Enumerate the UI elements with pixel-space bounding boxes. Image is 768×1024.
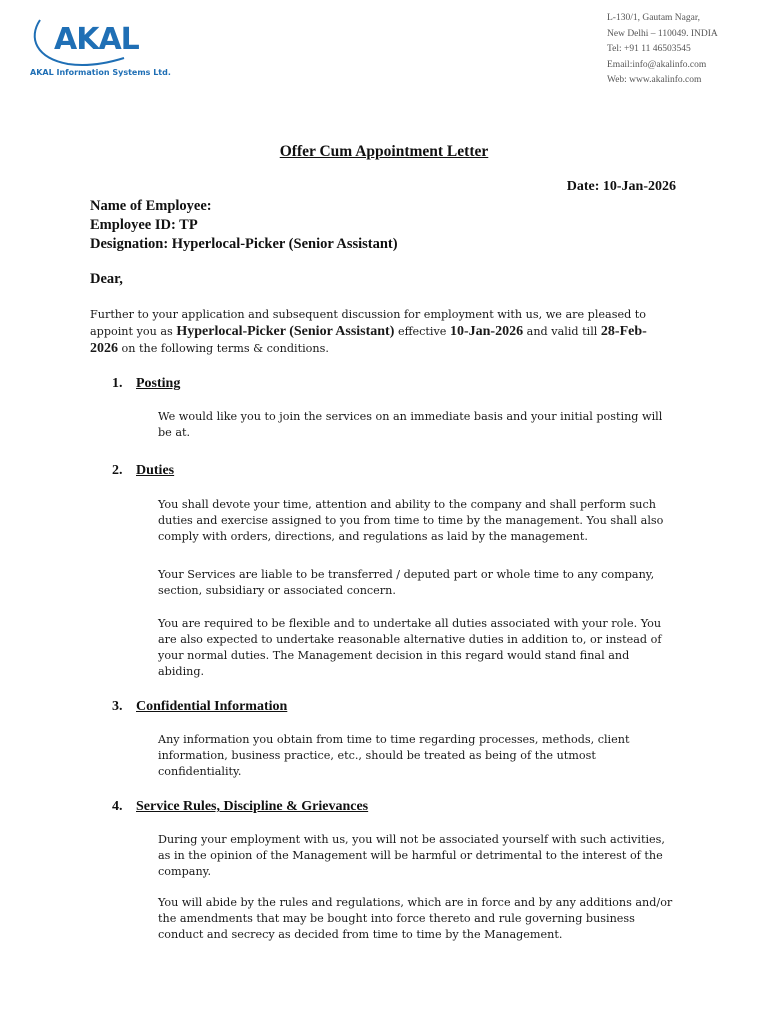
logo-wordmark: AKAL — [54, 22, 139, 57]
intro-paragraph: Further to your application and subsequent discussion for employment with us, we are pleased to appoint you as Hyperlocal-Picker (Senior Assistant) effective 10-Jan-2026 and valid till 28-Feb-2026 on the following terms & conditions. — [90, 308, 647, 356]
company-logo — [28, 8, 171, 80]
address-line: L-130/1, Gautam Nagar, — [607, 13, 701, 23]
section-heading-posting: 1. Posting — [112, 376, 181, 391]
intro-designation: Hyperlocal-Picker (Senior Assistant) — [176, 324, 395, 339]
greeting: Dear, — [90, 271, 123, 287]
employee-details — [90, 197, 398, 254]
section-paragraph: You will abide by the rules and regulations, which are in force and by any additions and/or the amendments that may be bought into force thereto and rule governing business conduct and secrecy as decided from time to time by the Management. — [158, 896, 673, 941]
letter-title: Offer Cum Appointment Letter — [279, 143, 489, 160]
section-heading-confidential-information: 3. Confidential Information — [112, 699, 288, 714]
section-paragraph: We would like you to join the services on an immediate basis and your initial posting will be at. — [158, 410, 663, 439]
section-paragraph: During your employment with us, you will not be associated yourself with such activities, as in the opinion of the Management will be harmful or detrimental to the interest of the company. — [158, 833, 665, 878]
section-paragraph: You are required to be flexible and to undertake all duties associated with your role. You are also expected to undertake reasonable alternative duties in addition to, or instead of your normal duties. The Management decision in this regard would stand final and abiding. — [158, 617, 662, 678]
phone-line: Tel: +91 11 46503545 — [607, 44, 691, 54]
intro-end-date: 28-Feb-2026 — [90, 324, 647, 356]
employee-designation: Designation: Hyperlocal-Picker (Senior Assistant) — [90, 236, 398, 252]
section-paragraph: Your Services are liable to be transferred / deputed part or whole time to any company, section, subsidiary or associated concern. — [158, 568, 655, 597]
section-paragraph: Any information you obtain from time to time regarding processes, methods, client information, business practice, etc., should be treated as being of the utmost confidentiality. — [158, 733, 630, 778]
section-paragraph: You shall devote your time, attention and ability to the company and shall perform such duties and exercise assigned to you from time to time by the management. You shall also comply with orders, directions, and regulations as laid by the management. — [158, 498, 664, 543]
company-tagline: AKAL Information Systems Ltd. — [30, 68, 171, 77]
section-heading-service-rules: 4. Service Rules, Discipline & Grievances — [112, 799, 369, 814]
email-line: Email:info@akalinfo.com — [607, 59, 707, 70]
intro-start-date: 10-Jan-2026 — [449, 324, 524, 339]
address-line: New Delhi – 110049. INDIA — [607, 28, 718, 39]
letter-date: Date: 10-Jan-2026 — [566, 179, 676, 194]
company-address — [607, 11, 718, 89]
employee-id: Employee ID: TP — [90, 217, 198, 233]
section-heading-duties: 2. Duties — [112, 463, 175, 478]
employee-name: Name of Employee: — [90, 198, 212, 214]
web-line: Web: www.akalinfo.com — [607, 75, 702, 85]
